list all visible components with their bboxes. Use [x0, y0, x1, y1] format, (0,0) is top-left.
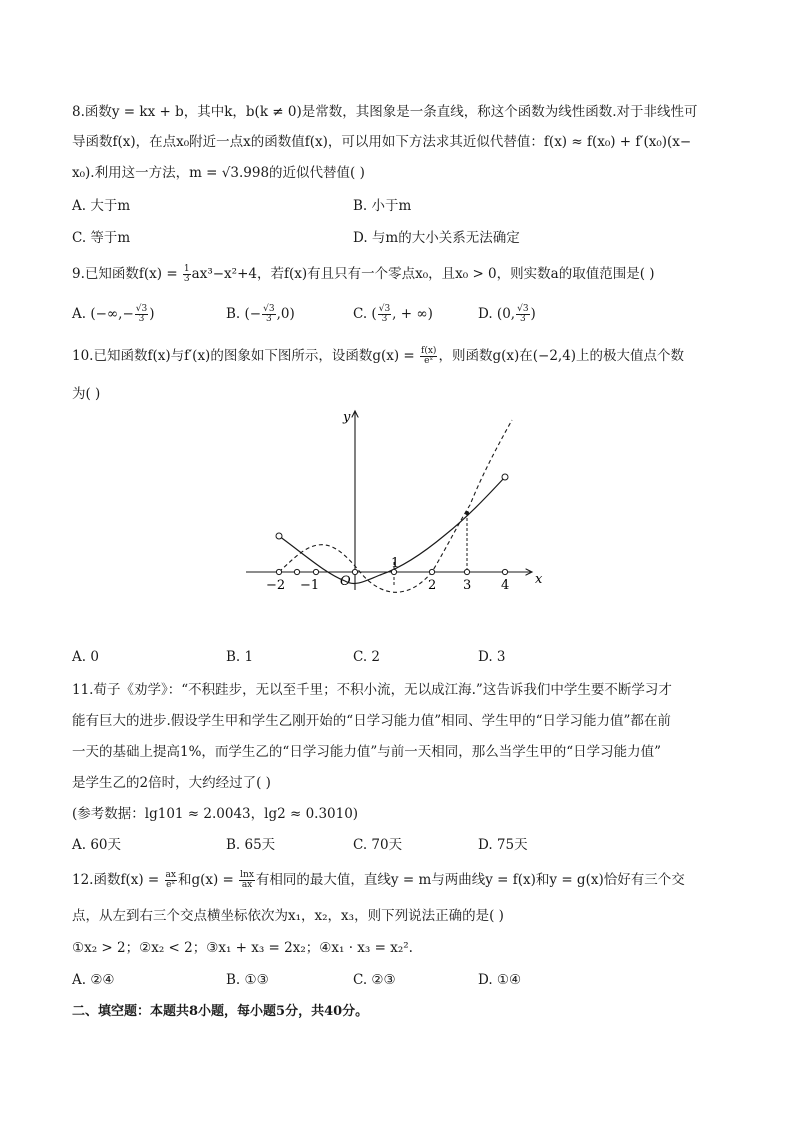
q10-fraction [420, 347, 437, 366]
q9-text-b: ax³−x²+4，若f(x)有且只有一个零点x₀，且x₀ > 0，则实数a的取值范围是( ) [191, 266, 655, 282]
q10-line-1 [72, 346, 684, 366]
tick-label-1: 1 [391, 556, 400, 571]
section-heading-fill-in: 二、填空题：本题共8小题，每小题5分，共40分。 [72, 1004, 369, 1019]
q11-option-c: C. 70天 [353, 837, 403, 853]
q12-line-1 [72, 870, 685, 890]
q9-option-c-num: √3 [378, 304, 391, 314]
q9-option-d [478, 304, 536, 324]
q9-frac-den: 3 [183, 274, 190, 284]
q9-option-d-pre: D. (0, [478, 306, 516, 322]
x-axis-label: x [535, 572, 543, 587]
tick-label-3: 3 [463, 578, 472, 593]
q11-line-2: 能有巨大的进步.假设学生甲和学生乙刚开始的“日学习能力值”相同、学生甲的“日学习能力值”都在前 [72, 713, 671, 729]
q12-g-num: lnx [240, 870, 254, 880]
q9-option-a-frac [135, 305, 148, 324]
tick-label-minus1: −1 [300, 578, 320, 593]
q9-option-c-post: , + ∞) [392, 306, 433, 322]
q12-text-b: 和g(x) = [177, 872, 239, 888]
q9-option-a-pre: A. (−∞,− [72, 306, 134, 322]
q10-frac-den: eˣ [424, 356, 434, 366]
q9-option-b-post: ,0) [276, 306, 295, 322]
solid-curve-left-endpoint [276, 533, 282, 539]
q12-option-d: D. ①④ [478, 972, 522, 988]
q9-frac-num: 1 [183, 264, 190, 274]
q8-option-c: C. 等于m [72, 230, 131, 246]
q8-option-b: B. 小于m [353, 198, 412, 214]
q11-reference-data: (参考数据：lg101 ≈ 2.0043，lg2 ≈ 0.3010) [72, 806, 359, 822]
q9-option-b-pre: B. (− [226, 306, 262, 322]
q11-line-3: 一天的基础上提高1%，而学生乙的“日学习能力值”与前一天相同，那么当学生甲的“日学习能力值” [72, 744, 662, 760]
q9-option-c-frac [378, 305, 391, 324]
q9-option-c [353, 304, 433, 324]
y-axis-label: y [343, 410, 351, 425]
q12-option-b: B. ①③ [226, 972, 269, 988]
q12-option-c: C. ②③ [353, 972, 396, 988]
q9-option-a-den: 3 [138, 314, 145, 324]
q8-option-a: A. 大于m [72, 198, 131, 214]
q12-statements: ①x₂ > 2；②x₂ < 2；③x₁ + x₃ = 2x₂；④x₁ · x₃ = x₂². [72, 940, 413, 956]
q10-option-b: B. 1 [226, 649, 254, 665]
q9-option-c-den: 3 [381, 314, 388, 324]
q9-option-b [226, 304, 295, 324]
q10-function-graph [0, 405, 794, 605]
q9-option-d-num: √3 [517, 304, 529, 314]
q12-g-fraction [239, 871, 255, 890]
q10-option-a: A. 0 [72, 649, 99, 665]
q12-f-fraction [165, 871, 177, 890]
q9-line-1 [72, 264, 655, 284]
q10-line-2: 为( ) [72, 386, 101, 402]
q9-text-a: 9.已知函数f(x) = [72, 266, 182, 282]
q9-fraction [183, 265, 191, 284]
q12-f-den: eˣ [166, 880, 176, 890]
q11-option-a: A. 60天 [72, 837, 122, 853]
q11-option-b: B. 65天 [226, 837, 276, 853]
origin-label: O [340, 574, 351, 589]
q9-option-d-post: ) [530, 306, 536, 322]
q10-frac-num: f(x) [421, 346, 437, 356]
q8-line-1: 8.函数y = kx + b，其中k，b(k ≠ 0)是常数，其图象是一条直线，称这个函数为线性函数.对于非线性可 [72, 104, 698, 120]
q11-line-1: 11.荀子《劝学》：“不积跬步，无以至千里；不积小流，无以成江海.”这告诉我们中学生要不断学习才 [72, 682, 672, 698]
q10-text-b: ，则函数g(x)在(−2,4)上的极大值点个数 [438, 348, 685, 364]
q12-text-a: 12.函数f(x) = [72, 872, 164, 888]
solid-curve-right-endpoint [502, 474, 508, 480]
q9-option-d-frac [516, 305, 529, 324]
q11-line-4: 是学生乙的2倍时，大约经过了( ) [72, 775, 271, 791]
q10-option-d: D. 3 [478, 649, 506, 665]
q8-line-2: 导函数f(x)，在点x₀附近一点x的函数值f(x)，可以用如下方法求其近似代替值：f(x) ≈ f(x₀) + f′(x₀)(x− [72, 134, 692, 150]
q12-option-a: A. ②④ [72, 972, 115, 988]
tick-label-minus2: −2 [266, 578, 286, 593]
q9-option-b-frac [262, 305, 275, 324]
q9-option-a [72, 304, 155, 324]
q11-option-d: D. 75天 [478, 837, 528, 853]
q9-option-d-den: 3 [519, 314, 526, 324]
q8-option-d: D. 与m的大小关系无法确定 [353, 230, 520, 246]
q9-option-c-pre: C. ( [353, 306, 377, 322]
q12-line-2: 点，从左到右三个交点横坐标依次为x₁，x₂，x₃，则下列说法正确的是( ) [72, 908, 504, 924]
q8-line-3: x₀).利用这一方法，m = √3.998的近似代替值( ) [72, 165, 365, 181]
q12-text-c: 有相同的最大值，直线y = m与两曲线y = f(x)和y = g(x)恰好有三个交 [255, 872, 685, 888]
q12-f-num: ax [165, 870, 176, 880]
q12-g-den: ax [241, 880, 253, 890]
q9-option-a-num: √3 [135, 304, 148, 314]
tick-label-2: 2 [428, 578, 437, 593]
q9-option-b-num: √3 [263, 304, 275, 314]
q9-option-a-post: ) [149, 306, 155, 322]
tick-label-4: 4 [501, 578, 510, 593]
q10-option-c: C. 2 [353, 649, 381, 665]
q9-option-b-den: 3 [265, 314, 272, 324]
q10-text-a: 10.已知函数f(x)与f′(x)的图象如下图所示，设函数g(x) = [72, 348, 420, 364]
